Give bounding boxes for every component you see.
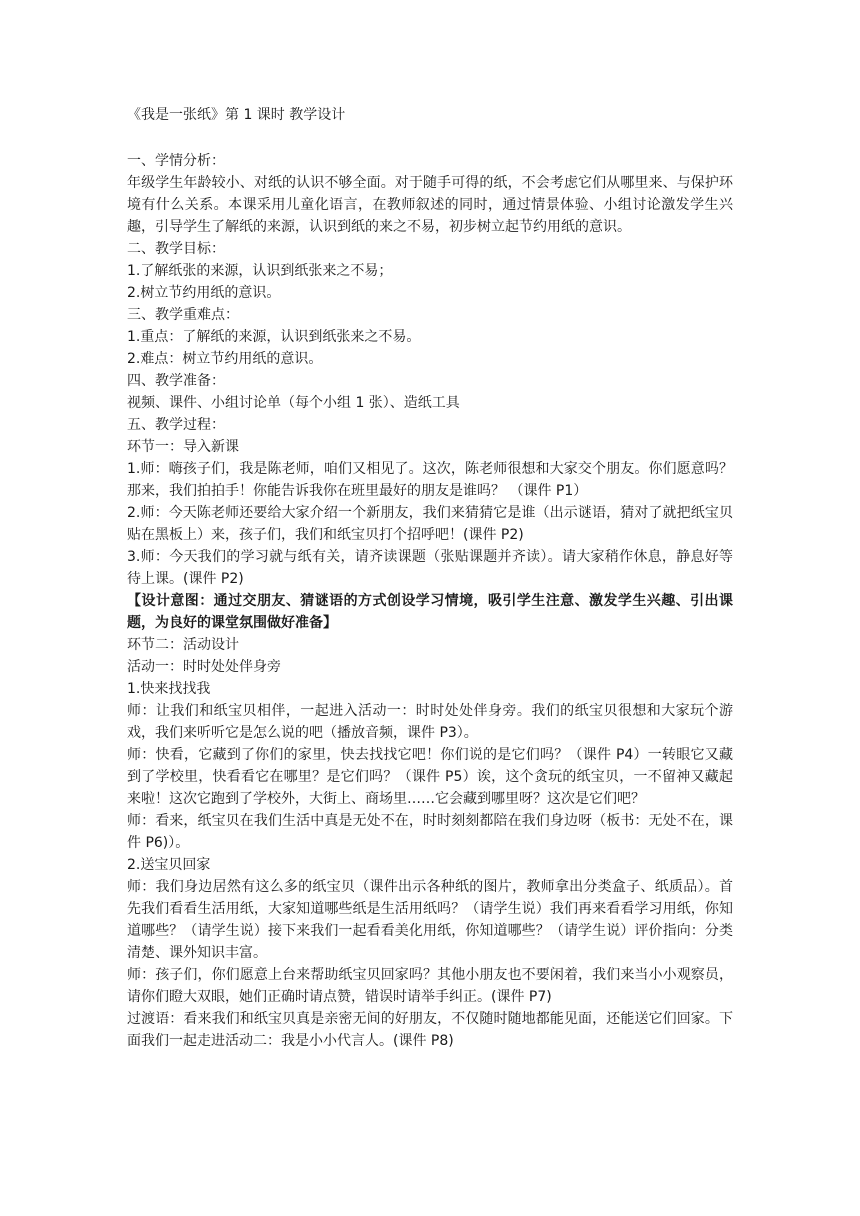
paragraph: 师：孩子们，你们愿意上台来帮助纸宝贝回家吗？其他小朋友也不要闲着，我们来当小小观察员，请你们瞪大双眼，她们正确时请点赞，错误时请举手纠正。(课件 P7) <box>127 967 733 1005</box>
paragraph: 一、学情分析： <box>127 153 225 169</box>
paragraph: 1.快来找找我 <box>127 681 211 697</box>
paragraph: 【设计意图：通过交朋友、猜谜语的方式创设学习情境，吸引学生注意、激发学生兴趣、引出课题，为良好的课堂氛围做好准备】 <box>127 593 733 631</box>
document-title: 《我是一张纸》第 1 课时 教学设计 <box>127 107 346 123</box>
document-paragraphs <box>127 150 733 1052</box>
paragraph: 二、教学目标： <box>127 241 225 257</box>
paragraph: 师：我们身边居然有这么多的纸宝贝（课件出示各种纸的图片，教师拿出分类盒子、纸质品）。首先我们看看生活用纸，大家知道哪些纸是生活用纸吗？（请学生说）我们再来看看学习用纸，你知道哪些？（请学生说）接下来我们一起看看美化用纸，你知道哪些？（请学生说）评价指向：分类清楚、课外知识丰富。 <box>127 879 733 961</box>
paragraph: 2.树立节约用纸的意识。 <box>127 285 281 301</box>
paragraph: 四、教学准备： <box>127 373 225 389</box>
paragraph: 五、教学过程： <box>127 417 225 433</box>
document-body <box>127 104 733 1052</box>
paragraph: 2.送宝贝回家 <box>127 857 211 873</box>
paragraph: 环节二：活动设计 <box>127 637 239 653</box>
paragraph: 2.难点：树立节约用纸的意识。 <box>127 351 323 367</box>
paragraph: 三、教学重难点： <box>127 307 239 323</box>
paragraph: 过渡语：看来我们和纸宝贝真是亲密无间的好朋友，不仅随时随地都能见面，还能送它们回家。下面我们一起走进活动二：我是小小代言人。(课件 P8) <box>127 1011 733 1049</box>
paragraph: 1.了解纸张的来源，认识到纸张来之不易； <box>127 263 393 279</box>
paragraph: 1.重点：了解纸的来源，认识到纸张来之不易。 <box>127 329 421 345</box>
paragraph: 1.师：嗨孩子们，我是陈老师，咱们又相见了。这次，陈老师很想和大家交个朋友。你们愿意吗？那来，我们拍拍手！你能告诉我你在班里最好的朋友是谁吗？ （课件 P1） <box>127 461 733 499</box>
paragraph: 年级学生年龄较小、对纸的认识不够全面。对于随手可得的纸，不会考虑它们从哪里来、与保护环境有什么关系。本课采用儿童化语言，在教师叙述的同时，通过情景体验、小组讨论激发学生兴趣，引导学生了解纸的来源，认识到纸的来之不易，初步树立起节约用纸的意识。 <box>127 175 733 235</box>
paragraph: 3.师：今天我们的学习就与纸有关，请齐读课题（张贴课题并齐读）。请大家稍作休息，静息好等待上课。(课件 P2) <box>127 549 733 587</box>
paragraph: 活动一：时时处处伴身旁 <box>127 659 281 675</box>
paragraph: 师：让我们和纸宝贝相伴，一起进入活动一：时时处处伴身旁。我们的纸宝贝很想和大家玩个游戏，我们来听听它是怎么说的吧（播放音频，课件 P3）。 <box>127 703 733 741</box>
paragraph: 2.师：今天陈老师还要给大家介绍一个新朋友，我们来猜猜它是谁（出示谜语，猜对了就把纸宝贝贴在黑板上）来，孩子们，我们和纸宝贝打个招呼吧！(课件 P2) <box>127 505 733 543</box>
paragraph: 视频、课件、小组讨论单（每个小组 1 张）、造纸工具 <box>127 395 460 411</box>
paragraph: 师：看来，纸宝贝在我们生活中真是无处不在，时时刻刻都陪在我们身边呀（板书：无处不在，课件 P6)）。 <box>127 813 733 851</box>
paragraph: 师：快看，它藏到了你们的家里，快去找找它吧！你们说的是它们吗？（课件 P4）一转眼它又藏到了学校里，快看看它在哪里？是它们吗？（课件 P5）诶，这个贪玩的纸宝贝，一不留神又藏起来啦！这次它跑到了学校外，大街上、商场里……它会藏到哪里呀？这次是它们吧？ <box>127 747 733 807</box>
paragraph: 环节一：导入新课 <box>127 439 239 455</box>
